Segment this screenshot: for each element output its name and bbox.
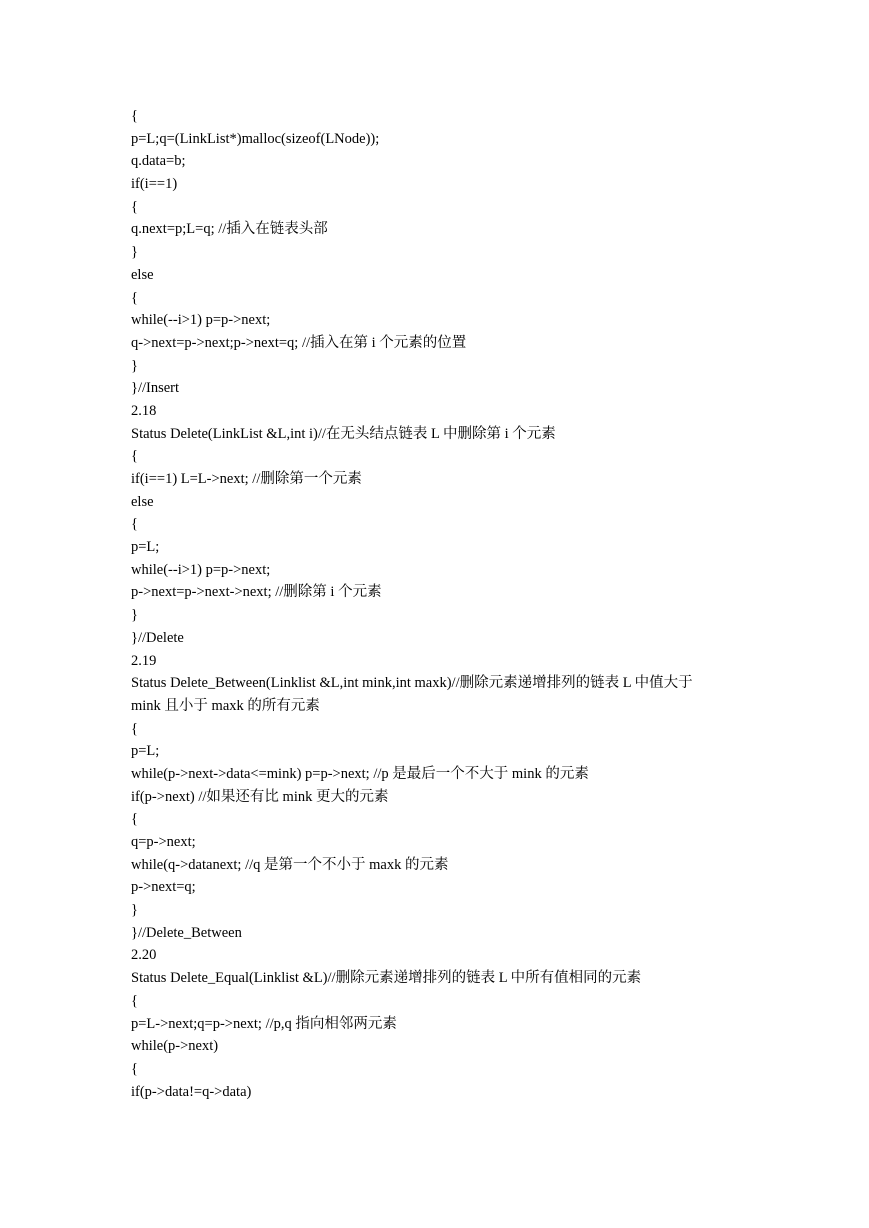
code-listing [131, 105, 771, 1103]
code-line: if(p->next) //如果还有比 mink 更大的元素 [131, 788, 389, 805]
code-line: if(p->data!=q->data) [131, 1083, 252, 1100]
code-line: while(q->datanext; //q 是第一个不小于 maxk 的元素 [131, 856, 449, 873]
code-line: while(--i>1) p=p->next; [131, 561, 271, 578]
code-line: p=L; [131, 539, 160, 556]
code-line: mink 且小于 maxk 的所有元素 [131, 697, 320, 714]
code-line: { [131, 992, 138, 1009]
code-line: q.next=p;L=q; //插入在链表头部 [131, 221, 328, 238]
code-line: p=L->next;q=p->next; //p,q 指向相邻两元素 [131, 1015, 397, 1032]
code-line: Status Delete(LinkList &L,int i)//在无头结点链表 L 中删除第 i 个元素 [131, 425, 556, 442]
code-line: } [131, 902, 138, 919]
code-line: } [131, 357, 138, 374]
code-line: p=L; [131, 743, 160, 760]
section-number: 2.18 [131, 402, 157, 419]
code-line: { [131, 516, 138, 533]
code-line: { [131, 198, 138, 215]
code-line: while(--i>1) p=p->next; [131, 312, 271, 329]
code-line: } [131, 607, 138, 624]
code-line: { [131, 289, 138, 306]
code-line: q->next=p->next;p->next=q; //插入在第 i 个元素的位置 [131, 334, 467, 351]
code-line: while(p->next) [131, 1038, 219, 1055]
code-line: }//Insert [131, 380, 180, 397]
code-line: { [131, 811, 138, 828]
code-line: if(i==1) L=L->next; //删除第一个元素 [131, 471, 362, 487]
code-line: }//Delete [131, 629, 184, 646]
code-line: q=p->next; [131, 834, 196, 850]
code-line: { [131, 720, 138, 737]
code-line: { [131, 1060, 138, 1077]
code-line: else [131, 266, 154, 283]
code-line: p->next=p->next->next; //删除第 i 个元素 [131, 584, 382, 601]
code-line: else [131, 493, 154, 510]
code-line: q.data=b; [131, 153, 186, 170]
section-number: 2.19 [131, 652, 157, 669]
code-line: while(p->next->data<=mink) p=p->next; //p 是最后一个不大于 mink 的元素 [131, 765, 589, 782]
code-line: } [131, 244, 138, 261]
code-line: p->next=q; [131, 879, 196, 896]
code-line: { [131, 448, 138, 465]
code-line: }//Delete_Between [131, 924, 242, 941]
code-line: { [131, 108, 138, 124]
code-line: Status Delete_Equal(Linklist &L)//删除元素递增排列的链表 L 中所有值相同的元素 [131, 970, 642, 987]
code-line: p=L;q=(LinkList*)malloc(sizeof(LNode)); [131, 130, 380, 147]
code-line: Status Delete_Between(Linklist &L,int mink,int maxk)//删除元素递增排列的链表 L 中值大于 [131, 675, 693, 692]
code-line: if(i==1) [131, 176, 178, 193]
section-number: 2.20 [131, 947, 157, 964]
